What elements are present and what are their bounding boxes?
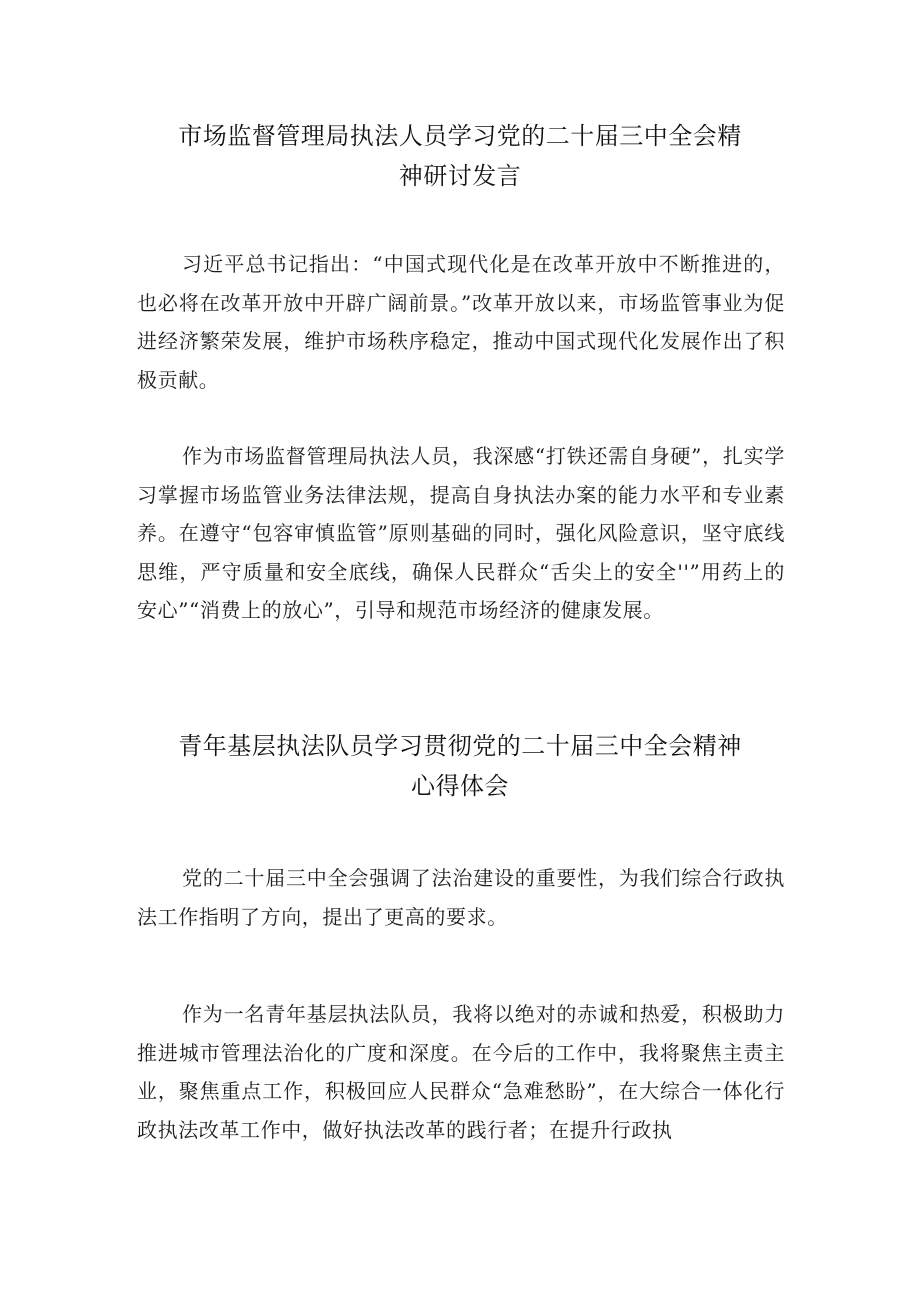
- section2-title-line2: 心得体会: [411, 772, 509, 800]
- section1-title-line1: 市场监督管理局执法人员学习党的二十届三中全会精: [178, 122, 742, 150]
- section2-title: [130, 726, 790, 806]
- section1-paragraph-2: 作为市场监督管理局执法人员，我深感“打铁还需自身硬”，扎实学习掌握市场监管业务法律法规，提高自身执法办案的能力水平和专业素养。在遵守“包容审慎监管”原则基础的同时，强化风险意识，坚守底线思维，严守质量和安全底线，确保人民群众“舌尖上的安全''”用药上的安心”“消费上的放心”，引导和规范市场经济的健康发展。: [137, 444, 785, 622]
- section2-title-line1: 青年基层执法队员学习贯彻党的二十届三中全会精神: [178, 732, 742, 760]
- section1-title-line2: 神研讨发言: [398, 162, 522, 190]
- section1-title: [130, 116, 790, 196]
- section1-paragraph-1: 习近平总书记指出：“中国式现代化是在改革开放中不断推进的，也必将在改革开放中开辟广阔前景。”改革开放以来，市场监管事业为促进经济繁荣发展，维护市场秩序稳定，推动中国式现代化发展作出了积极贡献。: [137, 252, 785, 392]
- section2-paragraph-1: 党的二十届三中全会强调了法治建设的重要性，为我们综合行政执法工作指明了方向，提出了更高的要求。: [137, 866, 785, 929]
- section2-paragraph-2: 作为一名青年基层执法队员，我将以绝对的赤诚和热爱，积极助力推进城市管理法治化的广度和深度。在今后的工作中，我将聚焦主责主业，聚焦重点工作，积极回应人民群众“急难愁盼”，在大综合一体化行政执法改革工作中，做好执法改革的践行者；在提升行政执: [137, 1002, 785, 1142]
